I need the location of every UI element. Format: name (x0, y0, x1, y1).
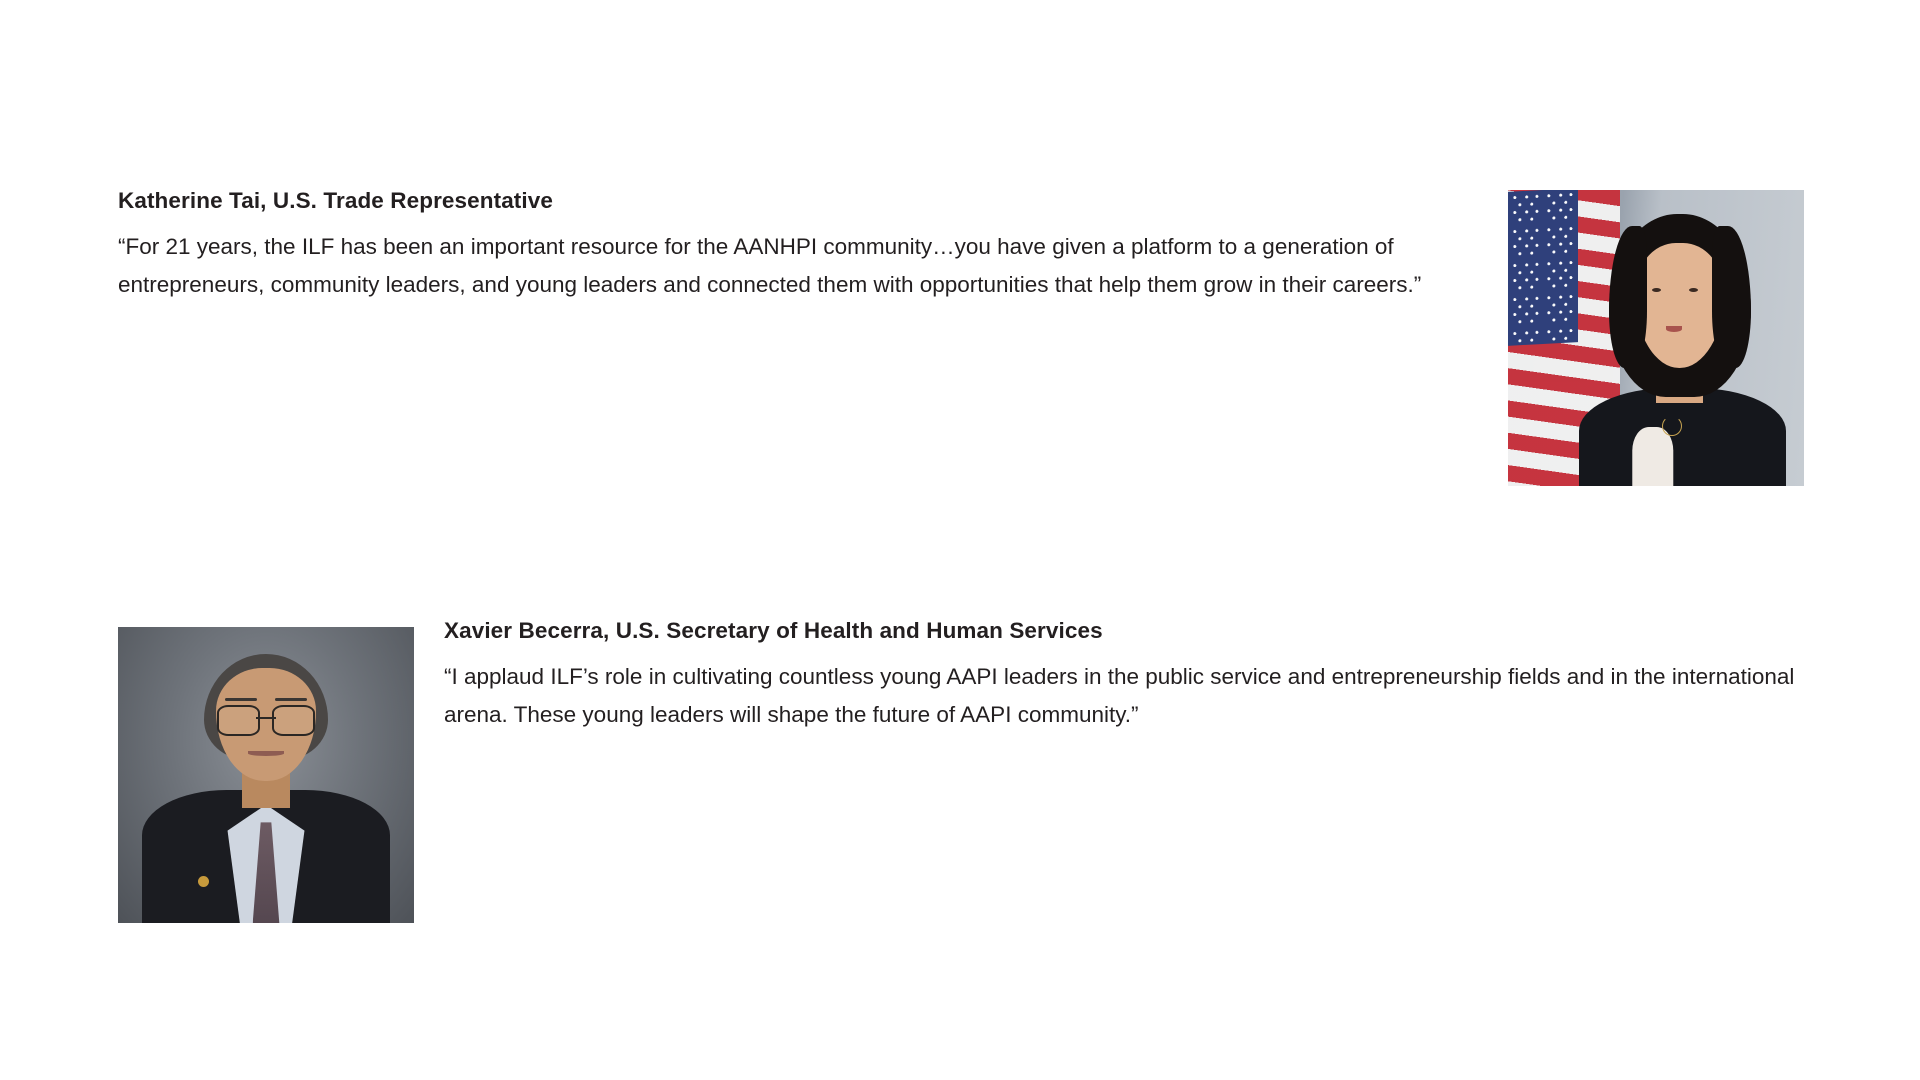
testimonial-text-column (118, 185, 1498, 305)
portrait-katherine-tai (1508, 190, 1804, 486)
flag-canton (1508, 190, 1578, 346)
testimonial-quote-katherine-tai: “For 21 years, the ILF has been an important resource for the AANHPI community…you have given a platform to a generation of entrepreneurs, community leaders, and young leaders and connected them with opportunities that help them grow in their careers.” (118, 233, 1422, 298)
testimonial-name-xavier-becerra: Xavier Becerra, U.S. Secretary of Health and Human Services (444, 618, 1103, 643)
portrait-shirt (1632, 427, 1673, 486)
portrait-eye-right (1689, 288, 1698, 292)
testimonial-name-katherine-tai: Katherine Tai, U.S. Trade Representative (118, 188, 553, 213)
necklace-icon (1662, 416, 1682, 436)
portrait-eye-left (1652, 288, 1661, 292)
testimonial-xavier-becerra (118, 615, 1838, 735)
testimonial-quote-xavier-becerra: “I applaud ILF’s role in cultivating countless young AAPI leaders in the public service and entrepreneurship fields and in the international arena. These young leaders will shape the future of AAPI community.” (444, 663, 1795, 728)
testimonial-text-column (444, 615, 1838, 735)
